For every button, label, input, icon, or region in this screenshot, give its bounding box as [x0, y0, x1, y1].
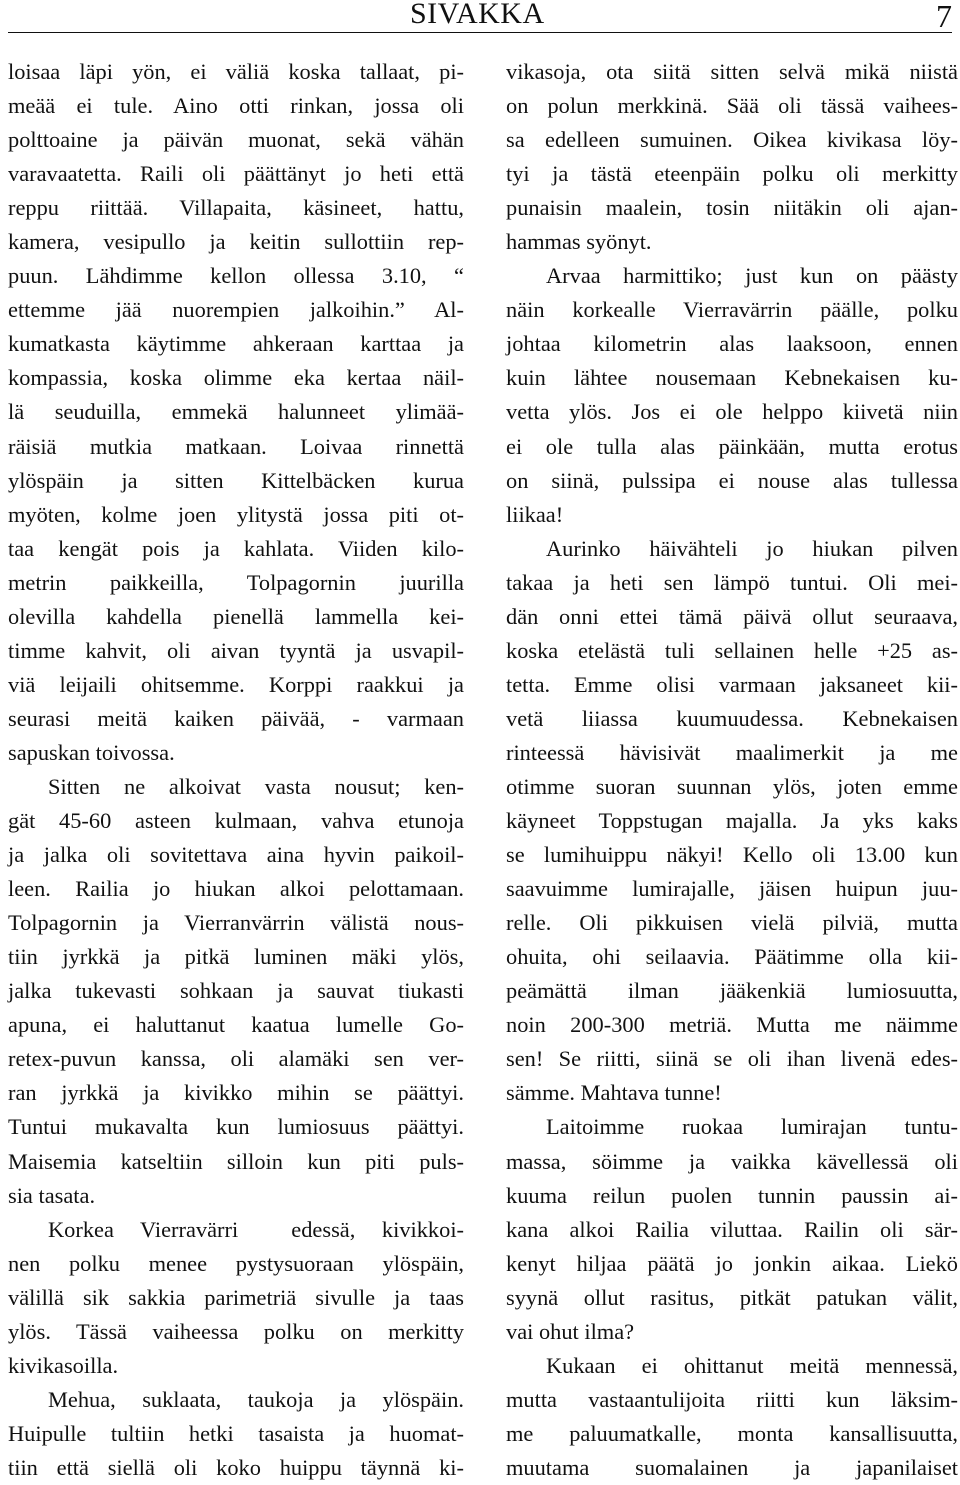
text-line: taa kengät pois ja kahlata. Viiden kilo-: [8, 535, 464, 561]
text-line: leen. Railia jo hiukan alkoi pelottamaan.: [8, 876, 464, 902]
text-line: noin 200-300 metriä. Mutta me näimme: [506, 1012, 958, 1038]
text-line: me paluumatkalle, monta kansallisuutta,: [506, 1420, 958, 1446]
text-line: ettemme jää nuorempien jalkoihin.” Al-: [8, 297, 464, 323]
text-line: puun. Lähdimme kellon ollessa 3.10, “: [8, 263, 464, 289]
text-line: ylös. Tässä vaiheessa polku on merkitty: [8, 1318, 464, 1344]
text-line: ei ole tulla alas päinkään, mutta erotus: [506, 433, 958, 459]
page-number: 7: [936, 0, 952, 34]
right-column: [506, 55, 958, 1485]
text-line: vetta ylös. Jos ei ole helppo kiivetä niin: [506, 399, 958, 425]
text-line: varavaatetta. Raili oli päättänyt jo heti että: [8, 161, 464, 187]
text-line: Maisemia katseltiin silloin kun piti puls-: [8, 1148, 464, 1174]
text-line: peämättä ilman jääkenkiä lumiosuutta,: [506, 978, 958, 1004]
text-line: timme kahvit, oli aivan tyyntä ja usvapil-: [8, 637, 464, 663]
text-line: seurasi meitä kaiken päivää, - varmaan: [8, 705, 464, 731]
text-line: hammas syönyt.: [506, 229, 652, 255]
text-line: sapuskan toivossa.: [8, 739, 175, 765]
text-line: Laitoimme ruokaa lumirajan tuntu-: [546, 1114, 958, 1140]
text-line: tiin jyrkkä ja pitkä luminen mäki ylös,: [8, 944, 464, 970]
text-line: Arvaa harmittiko; just kun on päästy: [546, 263, 958, 289]
text-line: vikasoja, ota siitä sitten selvä mikä niistä: [506, 59, 958, 84]
text-line: polttoaine ja päivän muonat, sekä vähän: [8, 127, 464, 153]
text-line: relle. Oli pikkuisen vielä pilviä, mutta: [506, 910, 958, 936]
text-line: Huipulle tultiin hetki tasaista ja huomat-: [8, 1420, 464, 1446]
text-line: kompassia, koska olimme eka kertaa näil-: [8, 365, 464, 391]
text-line: otimme suoran suunnan ylös, joten emme: [506, 773, 958, 799]
text-line: takaa ja heti sen lämpö tuntui. Oli mei-: [506, 569, 958, 595]
text-line: saavuimme lumirajalle, jäisen huipun juu-: [506, 876, 958, 902]
text-line: ylöspäin ja sitten Kittelbäcken kurua: [8, 467, 464, 493]
text-line: Korkea Vierravärri edessä, kivikkoi-: [48, 1216, 464, 1242]
text-line: liikaa!: [506, 501, 564, 527]
text-line: lä seuduilla, emmekä halunneet ylimää-: [8, 399, 464, 425]
text-line: syynä ollut rasitus, pitkät patukan välit,: [506, 1284, 958, 1310]
text-line: johtaa kilometrin alas laaksoon, ennen: [506, 331, 958, 357]
text-line: jalka tukevasti sohkaan ja sauvat tiukasti: [8, 978, 464, 1004]
text-line: rinteessä hävisivät maalimerkit ja me: [506, 739, 958, 765]
text-line: kenyt hiljaa päätä jo jonkin aikaa. Liekö: [506, 1250, 958, 1276]
text-line: koska etelästä tuli sellainen helle +25 as-: [506, 637, 958, 663]
text-line: kuin lähtee nousemaan Kebnekaisen ku-: [506, 365, 958, 391]
text-line: kana alkoi Railia viluttaa. Railin oli sär-: [506, 1216, 958, 1242]
text-line: kumatkasta käytimme ahkeraan karttaa ja: [8, 331, 464, 357]
text-line: ran jyrkkä ja kivikko mihin se päättyi.: [8, 1080, 464, 1106]
text-line: muutama suomalainen ja japanilaiset: [506, 1454, 958, 1480]
text-line: tetta. Emme olisi varmaan jaksaneet kii-: [506, 671, 958, 697]
text-line: Tolpagornin ja Vierranvärrin välistä nous-: [8, 910, 464, 936]
text-line: tiin että siellä oli koko huippu täynnä ki-: [8, 1454, 464, 1480]
text-line: kivikasoilla.: [8, 1352, 119, 1378]
text-line: se lumihuippu näkyi! Kello oli 13.00 kun: [506, 842, 958, 868]
text-line: dän onni ettei tämä päivä ollut seuraava,: [506, 603, 958, 629]
text-line: massa, söimme ja vaikka kävellessä oli: [506, 1148, 958, 1174]
text-line: Aurinko häivähteli jo hiukan pilven: [546, 535, 958, 561]
header-rule: [8, 32, 952, 33]
text-line: käyneet Toppstugan majalla. Ja yks kaks: [506, 808, 958, 834]
text-line: vetä liiassa kuumuudessa. Kebnekaisen: [506, 705, 958, 731]
text-line: mutta vastaantulijoita riitti kun läksim-: [506, 1386, 958, 1412]
running-title: SIVAKKA: [410, 0, 545, 30]
text-line: kuuma reilun puolen tunnin paussin ai-: [506, 1182, 958, 1208]
text-line: apuna, ei haluttanut kaatua lumelle Go-: [8, 1012, 464, 1038]
text-line: tyi ja tästä eteenpäin polku oli merkitty: [506, 161, 958, 187]
text-line: gät 45-60 asteen kulmaan, vahva etunoja: [8, 808, 464, 834]
text-line: sämme. Mahtava tunne!: [506, 1080, 722, 1106]
text-line: loisaa läpi yön, ei väliä koska tallaat, pi-: [8, 59, 464, 84]
text-line: räisiä mutkia matkaan. Loivaa rinnettä: [8, 433, 464, 459]
text-line: reppu riittää. Villapaita, käsineet, hattu,: [8, 195, 464, 221]
text-line: metrin paikkeilla, Tolpagornin juurilla: [8, 569, 464, 595]
text-line: sia tasata.: [8, 1182, 96, 1208]
text-line: Sitten ne alkoivat vasta nousut; ken-: [48, 773, 464, 799]
text-line: myöten, kolme joen ylitystä jossa piti ot-: [8, 501, 464, 527]
text-line: sa edelleen sumuinen. Oikea kivikasa löy-: [506, 127, 958, 153]
text-line: näin korkealle Vierravärrin päälle, polku: [506, 297, 958, 323]
text-line: ohuita, ohi seilaavia. Päätimme olla kii-: [506, 944, 958, 970]
left-column: [8, 55, 464, 1485]
text-line: viä leijaili ohitsemme. Korppi raakkui ja: [8, 671, 464, 697]
text-line: Tuntui mukavalta kun lumiosuus päättyi.: [8, 1114, 464, 1140]
text-line: vai ohut ilma?: [506, 1318, 635, 1344]
text-line: sen! Se riitti, siinä se oli ihan livenä edes-: [506, 1046, 958, 1072]
text-line: olevilla kahdella pienellä lammella kei-: [8, 603, 464, 629]
page-header: [0, 0, 960, 36]
text-line: ja jalka oli sovitettava aina hyvin paikoil-: [8, 842, 464, 868]
text-line: punaisin maalein, tosin niitäkin oli ajan-: [506, 195, 958, 221]
text-line: Mehua, suklaata, taukoja ja ylöspäin.: [48, 1386, 464, 1412]
text-line: meää ei tule. Aino otti rinkan, jossa oli: [8, 93, 464, 119]
text-line: retex-puvun kanssa, oli alamäki sen ver-: [8, 1046, 464, 1072]
text-line: Kukaan ei ohittanut meitä mennessä,: [546, 1352, 958, 1378]
text-line: nen polku menee pystysuoraan ylöspäin,: [8, 1250, 464, 1276]
text-line: välillä sik sakkia parimetriä sivulle ja taas: [8, 1284, 464, 1310]
text-line: on siinä, pulssipa ei nouse alas tullessa: [506, 467, 958, 493]
text-line: kamera, vesipullo ja keitin sullottiin rep-: [8, 229, 464, 255]
text-line: on polun merkkinä. Sää oli tässä vaihees-: [506, 93, 958, 119]
